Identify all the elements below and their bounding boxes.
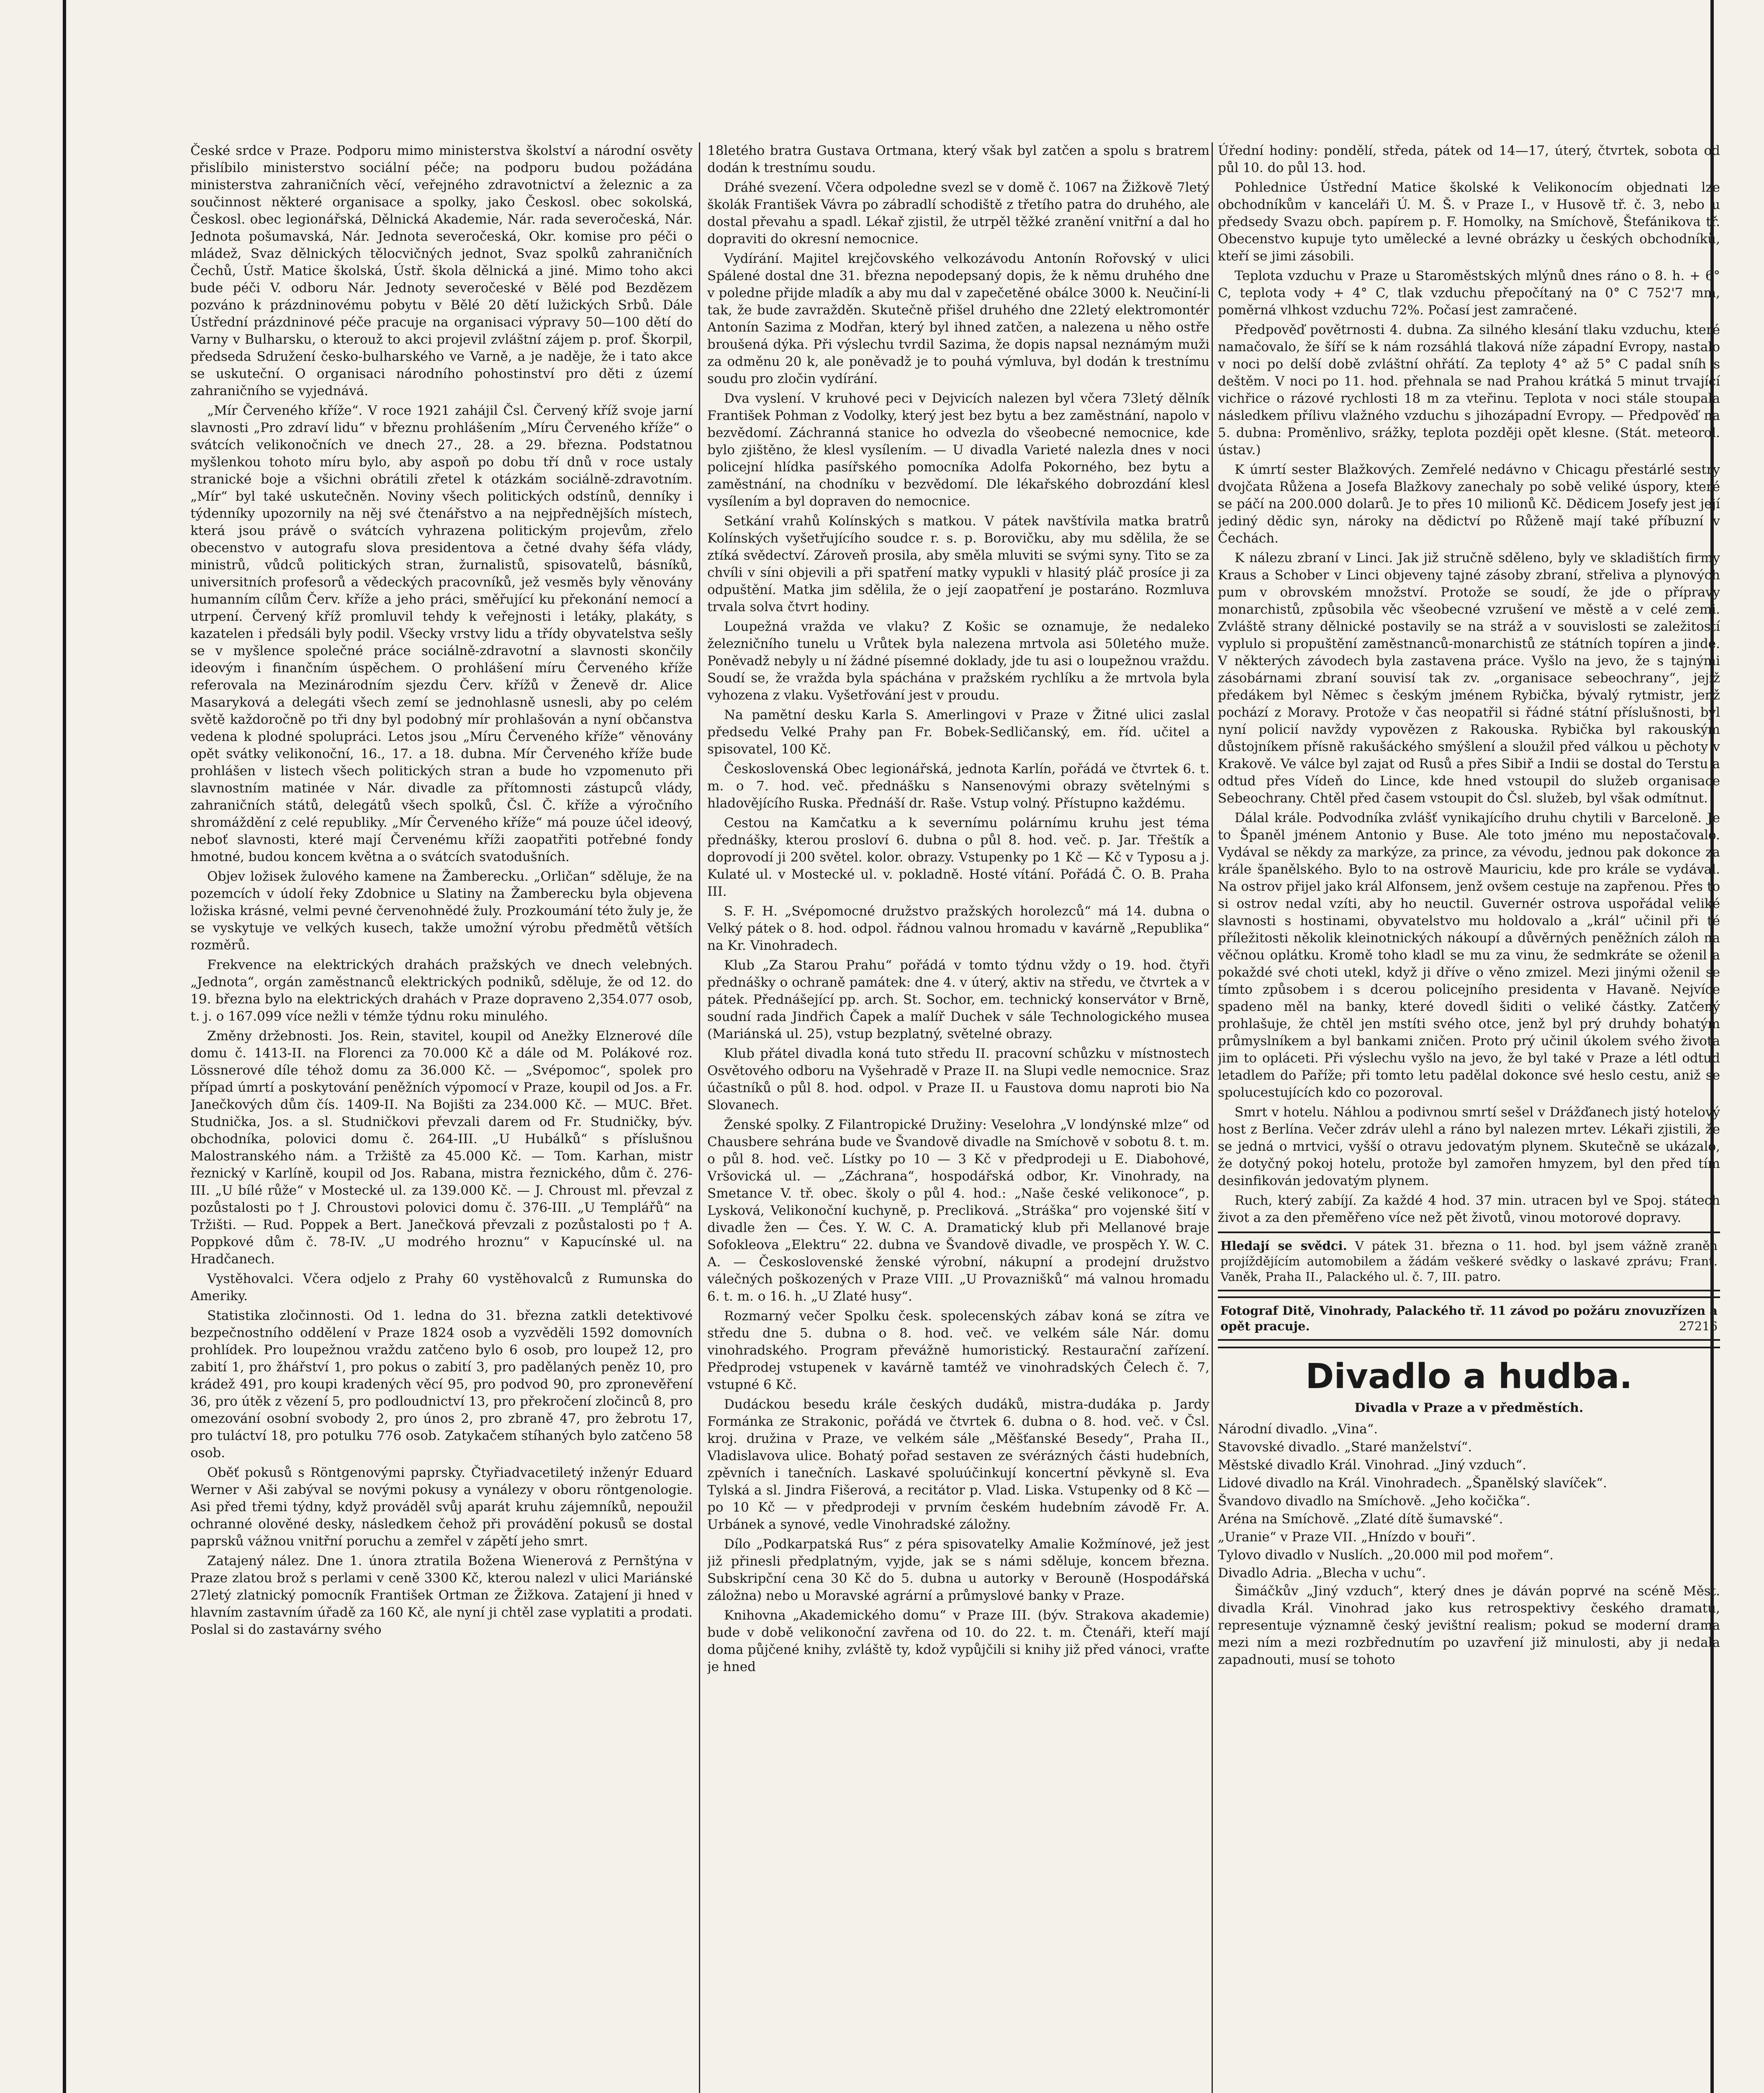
article: Klub přátel divadla koná tuto středu II. pracovní schůzku v místnostech Osvětového odboru na Vyšehradě v Praze II. na Slupi vedle nemocnice. Sraz účastníků o půl 8. hod. odpol. v Praze II. u Faustova domu naproti bio Na Slovanech. [707,1046,1209,1113]
article: K úmrtí sester Blažkových. Zemřelé nedávno v Chicagu přestárlé sestry dvojčata Růžena a Josefa Blažkovy zanechaly po sobě veliké úspory, které se páčí na 200.000 dolarů. Je to přes 10 milionů Kč. Dědicem Josefy jest její jediný dědic syn, nároky na dědictví po Růženě mají také příbuzní v Čechách. [1218,462,1720,546]
article: Ženské spolky. Z Filantropické Družiny: Veselohra „V londýnské mlze“ od Chausbere sehrána bude ve Švandově divadle na Smíchově v sobotu 8. t. m. o půl 8. hod. več. Lístky po 10 — 3 Kč v předprodeji u E. Diabohové, Vršovická ul. — „Záchrana“, hospodářská odbor, Kr. Vinohrady, na Smetance V. tř. obec. školy o půl 4. hod.: „Naše české velikonoce“, p. Lysková, Velikonoční kuchyně, p. Precliková. „Stráška“ pro vojenské šití v divadle žen — Čes. Y. W. C. A. Dramatický klub při Mellanové braje Sofokleova „Elektru“ 22. dubna ve Švandově divadle, ve prospěch Y. W. C. A. — Československé ženské výrobní, nákupní a prodejní družstvo válečných poškozených v Praze VIII. „U Provaznišků“ má valnou hromadu 6. t. m. o 16. h. „U Zlaté husy“. [707,1117,1209,1304]
notice-text: Fotograf Ditě, Vinohrady, Palackého tř. 11 závod po požáru znovuzřízen a opět pracuje. [1220,1304,1718,1333]
theater-listing: Národní divadlo. „Vina“. [1218,1422,1378,1437]
notice-number: 27216 [1679,1319,1718,1333]
theater-review: Šimáčkův „Jiný vzduch“, který dnes je dáván poprvé na scéně Měst. divadla Král. Vinohrad jako kus retrospektivy českého dramatu, representuje významně český jevištní realism; pokud se moderní drama mezi ním a mezi rozbřednutím po uzavření již minulosti, aby ji nedala zapadnouti, musí se tohoto [1218,1584,1720,1667]
section-rule [1218,1347,1720,1348]
article: Československá Obec legionářská, jednota Karlín, pořádá ve čtvrtek 6. t. m. o 7. hod. več. přednášku s Nansenovými obrazy světelnými s hladovějícího Ruska. Přednáší dr. Raše. Vstup volný. Přístupno každému. [707,761,1209,811]
ad-text: V pátek 31. března o 11. hod. byl jsem vážně zraněn projíždějícím automobilem a žádám veškeré svědky o laskavé zprávu; Frant. Vaněk, Praha II., Palackého ul. č. 7, III. patro. [1220,1239,1718,1284]
article: Klub „Za Starou Prahu“ pořádá v tomto týdnu vždy o 19. hod. čtyři přednášky o ochraně památek: dne 4. v úterý, aktiv na středu, ve čtvrtek a v pátek. Přednášející pp. arch. St. Sochor, em. technický konservátor v Brně, soudní rada Jindřich Čapek a malíř Duchek v sále Technologického musea (Mariánská ul. 25), vstup bezplatný, světelné obrazy. [707,958,1209,1041]
theater-listing: Aréna na Smíchově. „Zlaté dítě šumavské“. [1218,1512,1503,1527]
section-subheading: Divadla v Praze a v předměstích. [1354,1401,1584,1415]
article: Rozmarný večer Spolku česk. spolecenských zábav koná se zítra ve středu dne 5. dubna o 8. hod. več. ve velkém sále Nár. domu vinohradského. Program převážně humoristický. Restaurační zařízení. Předprodej vstupenek v kavárně tamtéž ve vinohradských Čelech č. 7, vstupné 6 Kč. [707,1309,1209,1392]
article: „Mír Červeného kříže“. V roce 1921 zahájil Čsl. Červený kříž svoje jarní slavnosti „Pro zdraví lidu“ v březnu prohlášením „Míru Červeného kříže“ o svátcích velikonočních ve dnech 27., 28. a 29. března. Podstatnou myšlenkou tohoto míru bylo, aby aspoň po dobu tří dnů v roce ustaly stranické boje a všichni obrátili zřetel k otázkám sociálně-zdravotním. „Mír“ byl také uskutečněn. Noviny všech politických odstínů, denníky i týdenníky upozornily na něj své čtenářstvo a na nejpřednějších místech, která jsou právě o svátcích vyhrazena politickým projevům, zřelo obecenstvo v autografu slova presidentova a četné dvahy šéfa vlády, ministrů, vůdců politických stran, žurnalistů, spisovatelů, básníků, universitních profesorů a vědeckých pracovníků, jež vesměs byly věnovány humanním cílům Červ. kříže a jeho práci, směřující ku překonání nemocí a utrpení. Červený kříž promluvil tehdy k veřejnosti i letáky, plakáty, s kazatelen i předsáli byly podil. Všecky vrstvy lidu a třídy obyvatelstva sešly se v myšlence společné práce sociálně-zdravotní a slavnosti skončily ideovým i finančním úspěchem. O prohlášení míru Červeného kříže referovala na Mezinárodním sjezdu Červ. křížů v Ženevě dr. Alice Masaryková a delegáti všech zemí se jednohlasně usnesli, aby po celém světě každoročně po tři dny byl podobný mír prohlašován a nyní občanstva vedena k plodné spolupráci. Letos jsou „Míru Červeného kříže“ věnovány opět svátky velikonoční, 16., 17. a 18. dubna. Mír Červeného kříže bude prohlášen v listech všech politických stran a bude ho vzpomenuto při slavnostním matinée v Nár. divadle za přítomnosti zástupců vlády, zahraničních států, delegátů všech spolků, Čsl. Č. kříže a výročního shromáždění z celé republiky. „Mír Červeného kříže“ má pouze účel ideový, neboť slavnosti, které mají Červenému kříži zaopatřiti potřebné fondy hmotné, budou koncem května a o svátcích svatodušních. [190,403,693,864]
column-rule-1 [699,142,700,2093]
article: Oběť pokusů s Röntgenovými paprsky. Čtyřiadvacetiletý inženýr Eduard Werner v Aši zabýval se novými pokusy a vynálezy v oboru röntgenologie. Asi před třemi týdny, když prováděl svůj aparát kruhu zájemníků, nepoužil ochranné olověné desky, následkem čehož při provádění pokusů se dostal paprsků vážnou vnitřní poruchu a zemřel v zápětí jeho smrt. [190,1465,693,1549]
article: Setkání vrahů Kolínských s matkou. V pátek navštívila matka bratrů Kolínských vyšetřujícího soudce r. s. p. Borovičku, aby mu sdělila, že se ztíká svědectví. Zároveň prosila, aby směla mluviti se svými syny. Tito se za chvíli v síni objevili a při spatření matky vypukli v hlasitý pláč prosíce ji za odpuštění. Matka jim sdělila, že o její zaopatření je postaráno. Rozmluva trvala solva čtvrt hodiny. [707,514,1209,615]
article: Dráhé svezení. Včera odpoledne svezl se v domě č. 1067 na Žižkově 7letý školák František Vávra po zábradlí schodiště z třetího patra do druhého, ale dostal převahu a spadl. Lékař zjistil, že utrpěl těžké zranění vnitřní a dal ho dopraviti do okresní nemocnice. [707,180,1209,247]
article: Smrt v hotelu. Náhlou a podivnou smrtí sešel v Drážďanech jistý hotelový host z Berlína. Večer zdráv ulehl a ráno byl nalezen mrtev. Lékaři zjistili, že se jedná o mrtvici, vyšší o otravu jedovatým plynem. Skutečně se ukázalo, že dotyčný pokoj hotelu, protože byl zamořen hmyzem, byl den před tím desinfikován jedovatým plynem. [1218,1105,1720,1188]
article: Úřední hodiny: pondělí, středa, pátek od 14—17, úterý, čtvrtek, sobota od půl 10. do půl 13. hod. [1218,143,1720,175]
theater-listing: Stavovské divadlo. „Staré manželství“. [1218,1440,1472,1455]
article: Vystěhovalci. Včera odjelo z Prahy 60 vystěhovalců z Rumunska do Ameriky. [190,1271,693,1304]
article: Předpověď povětrnosti 4. dubna. Za silného klesání tlaku vzduchu, které namačovalo, že šíří se k nám rozsáhlá tlaková níže západní Evropy, nastalo v noci po delší době zvláštní ohřátí. Za teploty 4° až 5° C padal sníh s deštěm. V noci po 11. hod. přehnala se nad Prahou krátká 5 minut trvající vichřice o rázové rychlosti 18 m za vteřinu. Teplota v noci stále stoupala následkem přílivu vlažného vzduchu s jihozápadní Evropy. — Předpověď na 5. dubna: Proměnlivo, srážky, teplota později opět klesne. (Stát. meteorol. ústav.) [1218,322,1720,458]
article: Cestou na Kamčatku a k severnímu polárnímu kruhu jest téma přednášky, kterou prosloví 6. dubna o půl 8. hod. več. p. Jar. Třeštík a doprovodí ji 200 světel. kolor. obrazy. Vstupenky po 1 Kč — Kč v Typosu a j. Kulaté ul. v Mostecké ul. v. pokladně. Hosté vítání. Pořádá Č. O. B. Praha III. [707,815,1209,899]
article: S. F. H. „Svépomocné družstvo pražských horolezců“ má 14. dubna o Velký pátek o 8. hod. odpol. řádnou valnou hromadu v kavárně „Republika“ na Kr. Vinohradech. [707,904,1209,953]
article: Dudáckou besedu krále českých dudáků, mistra-dudáka p. Jardy Formánka ze Strakonic, pořádá ve čtvrtek 6. dubna o 8. hod. več. v Čsl. kroj. družina v Praze, ve velkém sále „Měšťanské Besedy“, Praha II., Vladislavova ulice. Bohatý pořad sestaven ze svérázných části hudebních, zpěvních i tanečních. Laskavé spoluúčinkují koncertní pěvkyně sl. Eva Tylská a sl. Jindra Fišerová, a recitátor p. Vlad. Liska. Vstupenky od 8 Kč — po 10 Kč — v předprodeji v prvním českém hudebním závodě Fr. A. Urbánek a synové, vedle Vinohradské záložny. [707,1397,1209,1532]
article: Statistika zločinnosti. Od 1. ledna do 31. března zatkli detektivové bezpečnostního oddělení v Praze 1824 osob a vyzvěděli 1592 domovních prohlídek. Pro loupežnou vraždu zatčeno bylo 6 osob, pro loupež 12, pro zabití 1, pro žhářství 1, pro pokus o zabití 3, pro padělaných peněz 10, pro krádež 491, pro koupi kradených věcí 95, pro podvod 90, pro zpronevěření 36, pro útěk z vězení 5, pro podloudnictví 13, pro překročení zločinců 8, pro omezování osobní svobody 2, pro únos 2, pro zbraně 47, pro žebrotu 17, pro tuláctví 18, pro potulku 776 osob. Zatykačem stíhaných bylo zatčeno 58 osob. [190,1308,693,1460]
page-border-left [63,0,66,2093]
business-notice [1218,1296,1720,1341]
article: Dva vyslení. V kruhové peci v Dejvicích nalezen byl včera 73letý dělník František Pohman z Vodolky, který jest bez bytu a bez zaměstnání, napolo v bezvědomí. Záchranná stanice ho odvezla do všeobecné nemocnice, kde bylo zjištěno, že klesl vysílením. — U divadla Varieté nalezla dnes v noci policejní hlídka pasířského pomocníka Adolfa Pokorného, bez bytu a zaměstnání, na chodníku v bezvědomí. Dle lékařského dobrozdání klesl vysílením a byl dopraven do nemocnice. [707,391,1209,509]
ad-lead: Hledají se svědci. [1220,1239,1347,1253]
article: Dílo „Podkarpatská Rus“ z péra spisovatelky Amalie Kožmínové, jež jest již přinesli předplatným, vyjde, jak se s námi sděluje, koncem března. Subskripční cena 30 Kč do 5. dubna u autorky v Berouně (Hospodářská záložna) nebo u Moravské agrární a průmyslové banky v Praze. [707,1537,1209,1603]
article: K nálezu zbraní v Linci. Jak již stručně sděleno, byly ve skladištích firmy Kraus a Schober v Linci objeveny tajné zásoby zbraní, střeliva a plynových pum v obrovském množství. Protože se soudí, že jde o přípravy monarchistů, způsobila věc všeobecné vzrušení ve městě a v celé zemi. Zvláště strany dělnické postavily se na stráž a v souvislosti se zaležitostí vyplulo si propuštění zaměstnanců-monarchistů ze státních topíren a jinde. V některých závodech byla zastavena práce. Vyšlo na jevo, že s tajnými zásobárnami zbraní souvisí tak zv. „organisace sebeochrany“, jejíž předákem byl Němec s českým jménem Rybička, bývalý rytmistr, jenž pochází z Moravy. Protože v čas neopatřil si řádné státní příslušnosti, byl nyní policií navždy vypovězen z Rakouska. Rybička byl rakouským důstojníkem přísně rakušáckého smýšlení a sloužil před válkou u pěchoty v Krakově. Ve válce byl zajat od Rusů a přes Sibiř a Indii se dostal do Terstu a odtud přes Vídeň do Lince, kde hned vstoupil do služeb organisace Sebeochrany. Chtěl před časem vstoupit do Čsl. služeb, byl však odmítnut. [1218,550,1720,806]
section-heading-theater: Divadlo a hudba. [1305,1357,1633,1396]
theater-listing: Divadlo Adria. „Blecha v uchu“. [1218,1566,1426,1581]
article: Frekvence na elektrických drahách pražských ve dnech velebných. „Jednota“, orgán zaměstnanců elektrických podniků, sděluje, že od 12. do 19. března bylo na elektrických drahách v Praze dopraveno 2,354.077 osob, t. j. o 167.099 více nežli v témže týdnu roku minulého. [190,957,693,1024]
article: České srdce v Praze. Podporu mimo ministerstva školství a národní osvěty přislíbilo ministerstvo sociální péče; na podporu budou požádána ministerstva zahraničních věcí, veřejného zdravotnictví a železnic a za součinnost některé organisace a spolky, jako Českosl. obec sokolská, Českosl. obec legionářská, Dělnická Akademie, Nár. rada severočeská, Nár. Jednota pošumavská, Nár. Jednota severočeská, Okr. komise pro péči o mládež, Svaz dělnických tělocvičných jednot, Svaz spolků zahraničních Čechů, Ústř. Matice školská, Ústř. škola dělnická a jiné. Mimo toho akci bude péči V. odboru Nár. Jednoty severočeské v Bělé pod Bezdězem pozváno k prázdninovému pobytu v Bělé 20 dětí lužických Srbů. Dále Ústřední prázdninové péče pracuje na organisaci výpravy 50—100 dětí do Varny v Bulharsku, o kterouž to akci projevil zvláštní zájem p. prof. Škorpil, předseda Sdružení česko-bulharského ve Varně, a je naděje, že i tato akce se uskuteční. O organisaci národního pohostinství pro děti z území zahraničního se vyjednává. [190,143,693,399]
column-rule-2 [1212,142,1213,2093]
article: Knihovna „Akademického domu“ v Praze III. (býv. Strakova akademie) bude v době velikonoční zavřena od 10. do 22. t. m. Čtenáři, kteří mají doma půjčené knihy, zvláště ty, kdož vypůjčili si knihy již před vánoci, vraťte je hned [707,1608,1209,1674]
article: Zatajený nález. Dne 1. února ztratila Božena Wienerová z Pernštýna v Praze zlatou brož s perlami v ceně 3300 Kč, kterou nalezl v ulici Mariánské 27letý zlatnický pomocník František Ortman ze Žižkova. Zatajení ji hned v hlavním zastavním úřadě za 160 Kč, ale nyní ji chtěl zase vyplatiti a prodati. Poslal si do zastavárny svého [190,1553,693,1637]
column-3 [1218,142,1720,2093]
theater-listing: „Uranie“ v Praze VII. „Hnízdo v bouři“. [1218,1530,1476,1545]
article: Na pamětní desku Karla S. Amerlingovi v Praze v Žitné ulici zaslal předsedu Velké Prahy pan Fr. Bobek-Sedličanský, em. říd. učitel a spisovatel, 100 Kč. [707,707,1209,757]
theater-listing: Švandovo divadlo na Smíchově. „Jeho kočička“. [1218,1494,1530,1509]
article: Teplota vzduchu v Praze u Staroměstských mlýnů dnes ráno o 8. h. + 6° C, teplota vody + 4° C, tlak vzduchu přepočítaný na 0° C 752'7 mm, poměrná vlhkost vzduchu 72%. Počasí jest zamračené. [1218,268,1720,318]
article: Pohlednice Ústřední Matice školské k Velikonocím objednati lze obchodníkům v kanceláři Ú. M. Š. v Praze I., v Husově tř. č. 3, nebo u předsedy Svazu obch. papírem p. F. Homolky, na Smíchově, Štefánikova tř. Obecenstvo kupuje tyto umělecké a levné obrázky u českých obchodníků, kteří se jimi zásobili. [1218,180,1720,264]
article: Loupežná vražda ve vlaku? Z Košic se oznamuje, že nedaleko železničního tunelu u Vrůtek byla nalezena mrtvola asi 50letého muže. Poněvadž nebyly u ní žádné písemné doklady, jde tu asi o loupežnou vraždu. Soudí se, že vražda byla spáchána v pražském rychlíku a že mrtvola byla vyhozena z vlaku. Vyšetřování jest v proudu. [707,619,1209,703]
article: Objev ložisek žulového kamene na Žamberecku. „Orličan“ sděluje, že na pozemcích v údolí řeky Zdobnice u Slatiny na Žamberecku byla objevena ložiska krásné, velmi pevné červenohnědé žuly. Prozkoumání této žuly je, že se vyskytuje ve velkých kusech, takže umožní výrobu předmětů větších rozměrů. [190,869,693,953]
theater-listing: Tylovo divadlo v Nuslích. „20.000 mil pod mořem“. [1218,1548,1554,1563]
theater-listing: Lidové divadlo na Král. Vinohradech. „Španělský slavíček“. [1218,1476,1607,1491]
article: Vydírání. Majitel krejčovského velkozávodu Antonín Rořovský v ulici Spálené dostal dne 31. března nepodepsaný dopis, že k němu druhého dne v poledne přijde mladík a aby mu dal v zapečetěné obálce 3000 k. Neučiní-li tak, že bude zavražděn. Skutečně přišel druhého dne 22letý elektromontér Antonín Sazima z Modřan, který byl ihned zatčen, a nalezena u něho ostře broušená dýka. Při výslechu tvrdil Sazima, že dopis napsal neznámým muži za odměnu 20 k, ale poněvadž je to pouhá výmluva, byl dodán k trestnímu soudu pro zločin vydírání. [707,251,1209,386]
article: Dálal krále. Podvodníka zvlášť vynikajícího druhu chytili v Barceloně. Je to Španěl jménem Antonio y Buse. Ale toto jméno mu nepostačovalo. Vydával se někdy za markýze, za prince, za vévodu, jednou pak dokonce za krále španělského. Bylo to na ostrově Mauriciu, kde pro krále se vydával. Na ostrov přijel jako král Alfonsem, jenž ovšem cestuje na zapřenou. Přes to si ostrov nedal vzíti, aby ho neuctil. Guvernér ostrova uspořádal veliké slavnosti s hostinami, obyvatelstvo mu holdovalo a „král“ učinil při té příležitosti několik kleinotnických nákoupí a důvěrných peněžních záloh na věčnou oplátku. Kromě toho kladl se mu za vinu, že sedmkráte se oženil a pokaždé své choti utekl, když ji dříve o věno zmizel. Mezi jinými oženil se tímto způsobem i s dcerou policejního presidenta v Havaně. Nejvíce spadeno měl na banky, které dovedl šiditi o veliké částky. Zatčený prohlašuje, že chtěl jen mstíti svého otce, jenž byl prý druhdy bohatým průmyslníkem a byl bankami zničen. Proto prý učinil úkolem svého života jim to opláceti. Při výslechu vyšlo na jevo, že byl také v Praze a létl odtud letadlem do Paříže; při tomto letu padělal dokonce své heslo cestu, aniž se spolucestujících kdo co pozoroval. [1218,810,1720,1100]
article: Změny držebnosti. Jos. Rein, stavitel, koupil od Anežky Elznerové díle domu č. 1413-II. na Florenci za 70.000 Kč a dále od M. Polákové roz. Lössnerové díle téhož domu za 36.000 Kč. — „Svépomoc“, spolek pro případ úmrtí a poskytování peněžních výpomocí v Praze, koupil od Jos. a Fr. Janečkových dům čís. 1409-II. Na Bojišti za 234.000 Kč. — MUC. Břet. Studnička, Jos. a sl. Studničkovi převzali darem od Fr. Studničky, býv. obchodníka, polovici domu č. 264-III. „U Hubálků“ s příslušnou Malostranského nám. a Tržiště za 45.000 Kč. — Tom. Karhan, mistr řeznický v Karlíně, koupil od Jos. Rabana, mistra řeznického, dům č. 276-III. „U bílé růže“ v Mostecké ul. za 139.000 Kč. — J. Chroust ml. převzal z pozůstalosti po † J. Chroustovi polovici domu č. 376-III. „U Templářů“ na Tržišti. — Rud. Poppek a Bert. Janečková převzali z pozůstalosti po † A. Poppkové dům č. 78-IV. „U modrého hroznu“ v Kapucínské ul. na Hradčanech. [190,1029,693,1267]
column-2 [707,142,1209,2093]
article: 18letého bratra Gustava Ortmana, který však byl zatčen a spolu s bratrem dodán k trestnímu soudu. [707,143,1209,175]
column-1 [190,142,693,2093]
theater-listing: Městské divadlo Král. Vinohrad. „Jiný vzduch“. [1218,1458,1527,1473]
article: Ruch, který zabíjí. Za každé 4 hod. 37 min. utracen byl ve Spoj. státech život a za den přeměřeno více než pět životů, vinou motorové dopravy. [1218,1193,1720,1225]
classified-ad [1218,1232,1720,1291]
